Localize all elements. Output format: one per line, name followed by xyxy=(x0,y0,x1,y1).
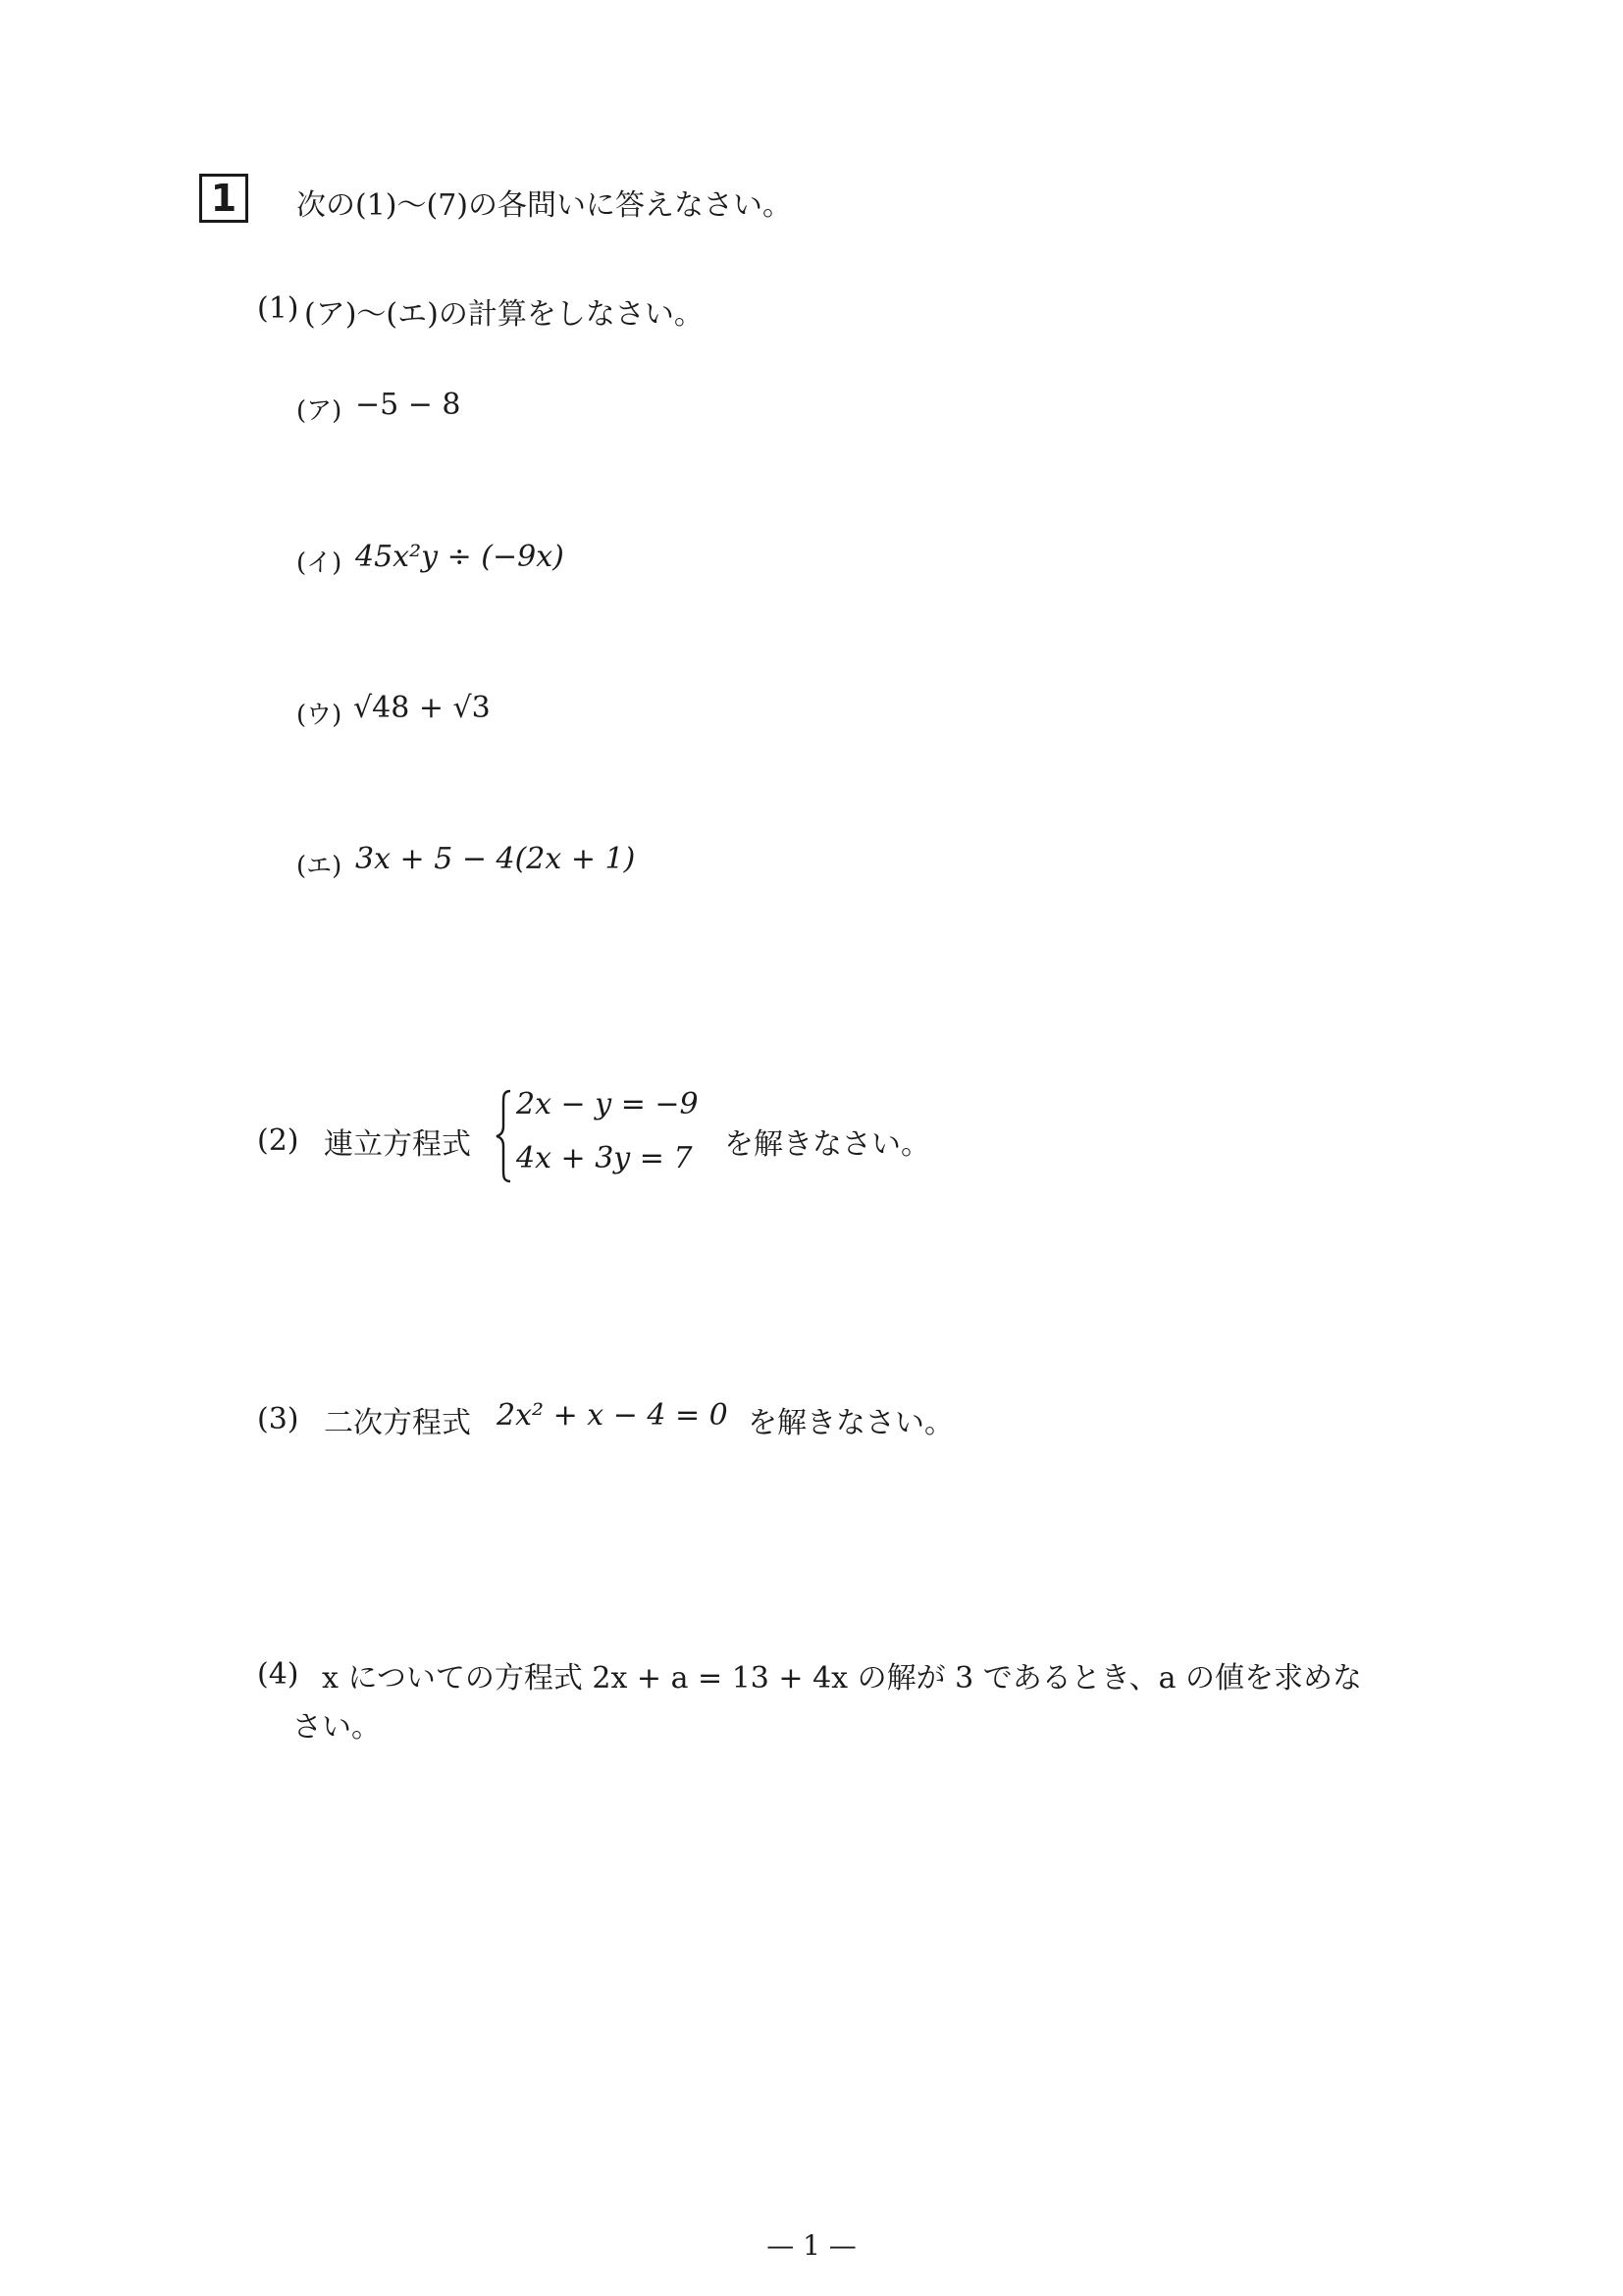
system-equation-1: 2x − y = −9 xyxy=(516,1087,699,1122)
question-4-label: (4) xyxy=(257,1657,299,1692)
item-e-mark: (エ) xyxy=(296,852,342,881)
question-3-expression: 2x² + x − 4 = 0 xyxy=(497,1398,728,1433)
question-1-label: (1) xyxy=(257,291,299,326)
page-number: — 1 — xyxy=(766,2229,857,2262)
brace-icon xyxy=(495,1089,512,1183)
item-i-mark: (イ) xyxy=(296,548,342,578)
section-number-box: 1 xyxy=(199,174,248,223)
question-4-line-2: さい。 xyxy=(292,1710,381,1745)
item-u-expression: √48 + √3 xyxy=(353,691,491,725)
item-e-expression: 3x + 5 − 4(2x + 1) xyxy=(355,842,636,876)
question-2-prefix: 連立方程式 xyxy=(324,1127,471,1162)
item-a-expression: −5 − 8 xyxy=(355,388,461,422)
question-2-suffix: を解きなさい。 xyxy=(724,1127,930,1162)
item-u-mark: (ウ) xyxy=(296,701,342,730)
item-i-expression: 45x²y ÷ (−9x) xyxy=(355,540,564,574)
question-4-line-1: x についての方程式 2x + a = 13 + 4x の解が 3 であるとき、a の値を求めな xyxy=(322,1661,1363,1696)
question-2-label: (2) xyxy=(257,1123,299,1158)
question-3-suffix: を解きなさい。 xyxy=(748,1406,954,1440)
section-instruction: 次の(1)〜(7)の各問いに答えなさい。 xyxy=(296,188,792,223)
system-equation-2: 4x + 3y = 7 xyxy=(516,1141,693,1175)
question-3-prefix: 二次方程式 xyxy=(324,1406,471,1440)
question-3-label: (3) xyxy=(257,1402,299,1436)
question-1-text: (ア)〜(エ)の計算をしなさい。 xyxy=(304,297,704,332)
item-a-mark: (ア) xyxy=(296,396,342,426)
